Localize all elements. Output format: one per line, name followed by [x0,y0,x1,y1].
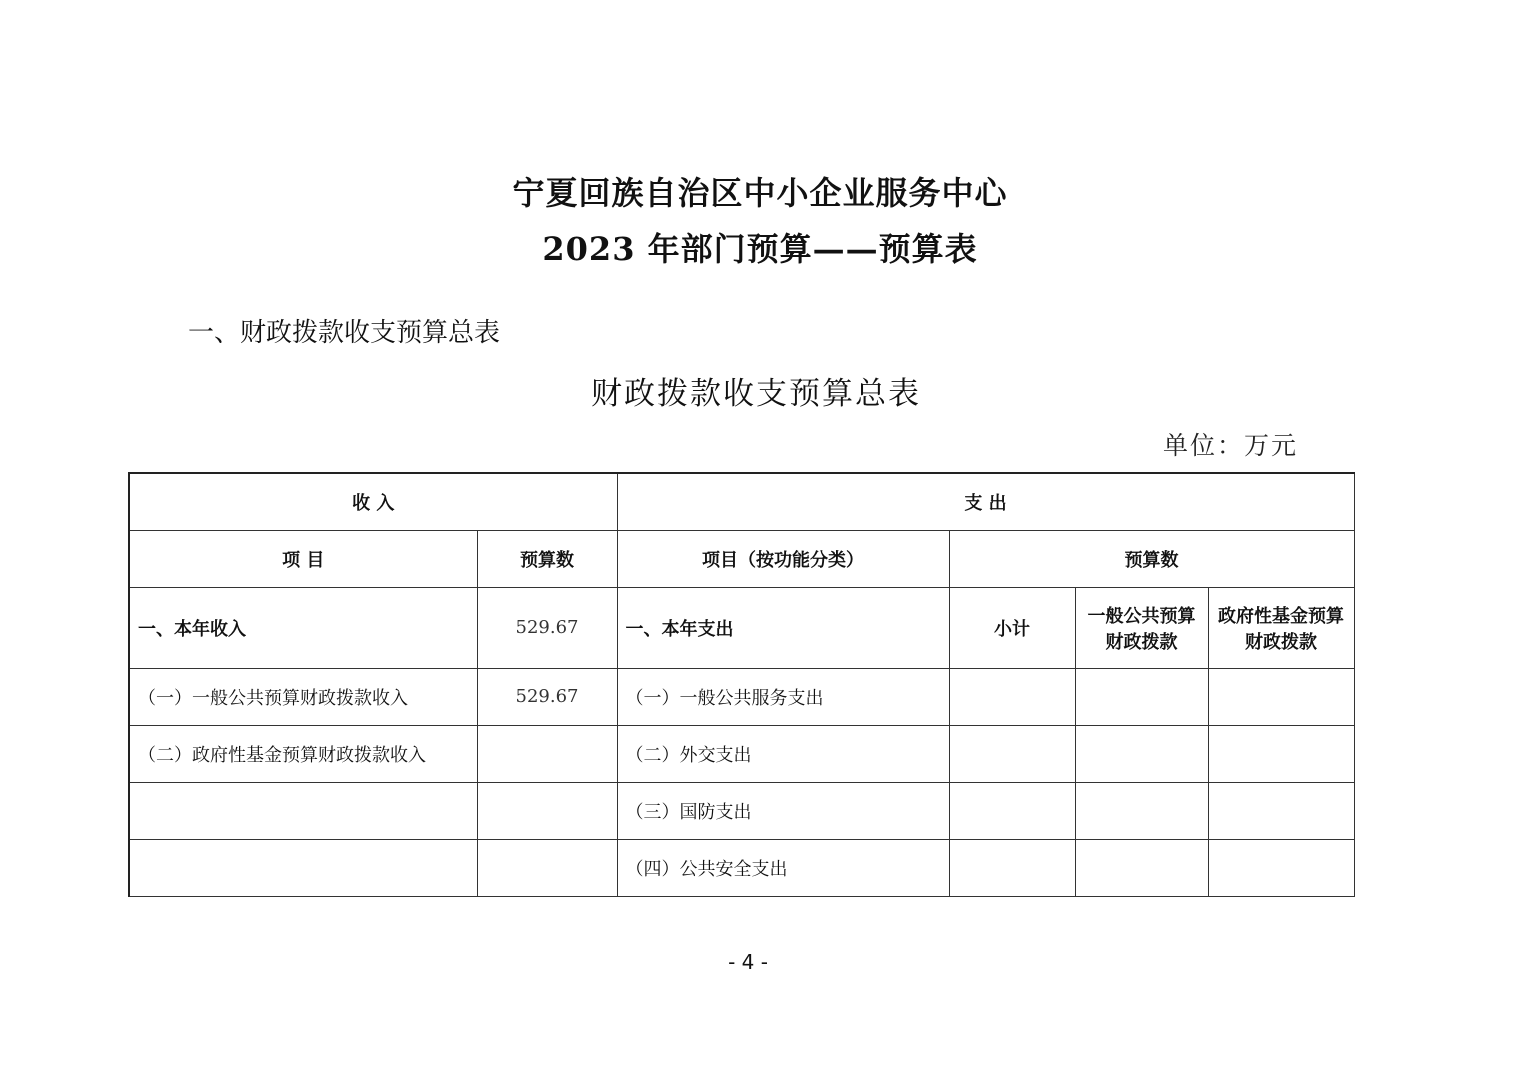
table-title: 财政拨款收支预算总表 [591,376,921,412]
income-item: （一）一般公共预算财政拨款收入 [129,668,477,725]
general-budget-cell [1075,782,1208,839]
table-row [129,587,1354,668]
income-header: 收 入 [129,473,617,530]
unit-label: 单位：万元 [1162,431,1298,460]
section-heading: 一、财政拨款收支预算总表 [188,318,501,348]
subtotal-header: 小计 [949,587,1075,668]
col-budget-header: 预算数 [477,530,617,587]
expense-item: （三）国防支出 [617,782,949,839]
general-budget-cell [1075,668,1208,725]
income-amount: 529.67 [477,668,617,725]
col-function-item-header: 项目（按功能分类） [617,530,949,587]
table-row [129,839,1354,896]
income-item: （二）政府性基金预算财政拨款收入 [129,725,477,782]
table-row [129,668,1354,725]
table-row [129,725,1354,782]
table-subheader-row [129,530,1354,587]
income-amount: 529.67 [477,587,617,668]
document-subtitle: 2023 年部门预算——预算表 [542,230,978,268]
expense-header: 支 出 [617,473,1354,530]
col-budget-expense-header: 预算数 [949,530,1354,587]
fund-budget-cell [1208,725,1354,782]
income-amount [477,725,617,782]
fund-budget-cell [1208,782,1354,839]
general-budget-cell [1075,839,1208,896]
income-amount [477,782,617,839]
income-amount [477,839,617,896]
general-budget-cell [1075,725,1208,782]
col-item-header: 项 目 [129,530,477,587]
fund-budget-cell [1208,839,1354,896]
expense-item: （四）公共安全支出 [617,839,949,896]
subtotal-cell [949,725,1075,782]
subtotal-cell [949,782,1075,839]
general-budget-header: 一般公共预算财政拨款 [1075,587,1208,668]
document-title: 宁夏回族自治区中小企业服务中心 [512,174,1008,212]
expense-item: 一、本年支出 [617,587,949,668]
page-number: - 4 - [728,950,768,974]
budget-table [128,472,1355,897]
table-header-row [129,473,1354,530]
subtotal-cell [949,668,1075,725]
income-item [129,782,477,839]
income-item [129,839,477,896]
expense-item: （一）一般公共服务支出 [617,668,949,725]
fund-budget-cell [1208,668,1354,725]
subtotal-cell [949,839,1075,896]
fund-budget-header: 政府性基金预算财政拨款 [1208,587,1354,668]
expense-item: （二）外交支出 [617,725,949,782]
income-item: 一、本年收入 [129,587,477,668]
table-row [129,782,1354,839]
